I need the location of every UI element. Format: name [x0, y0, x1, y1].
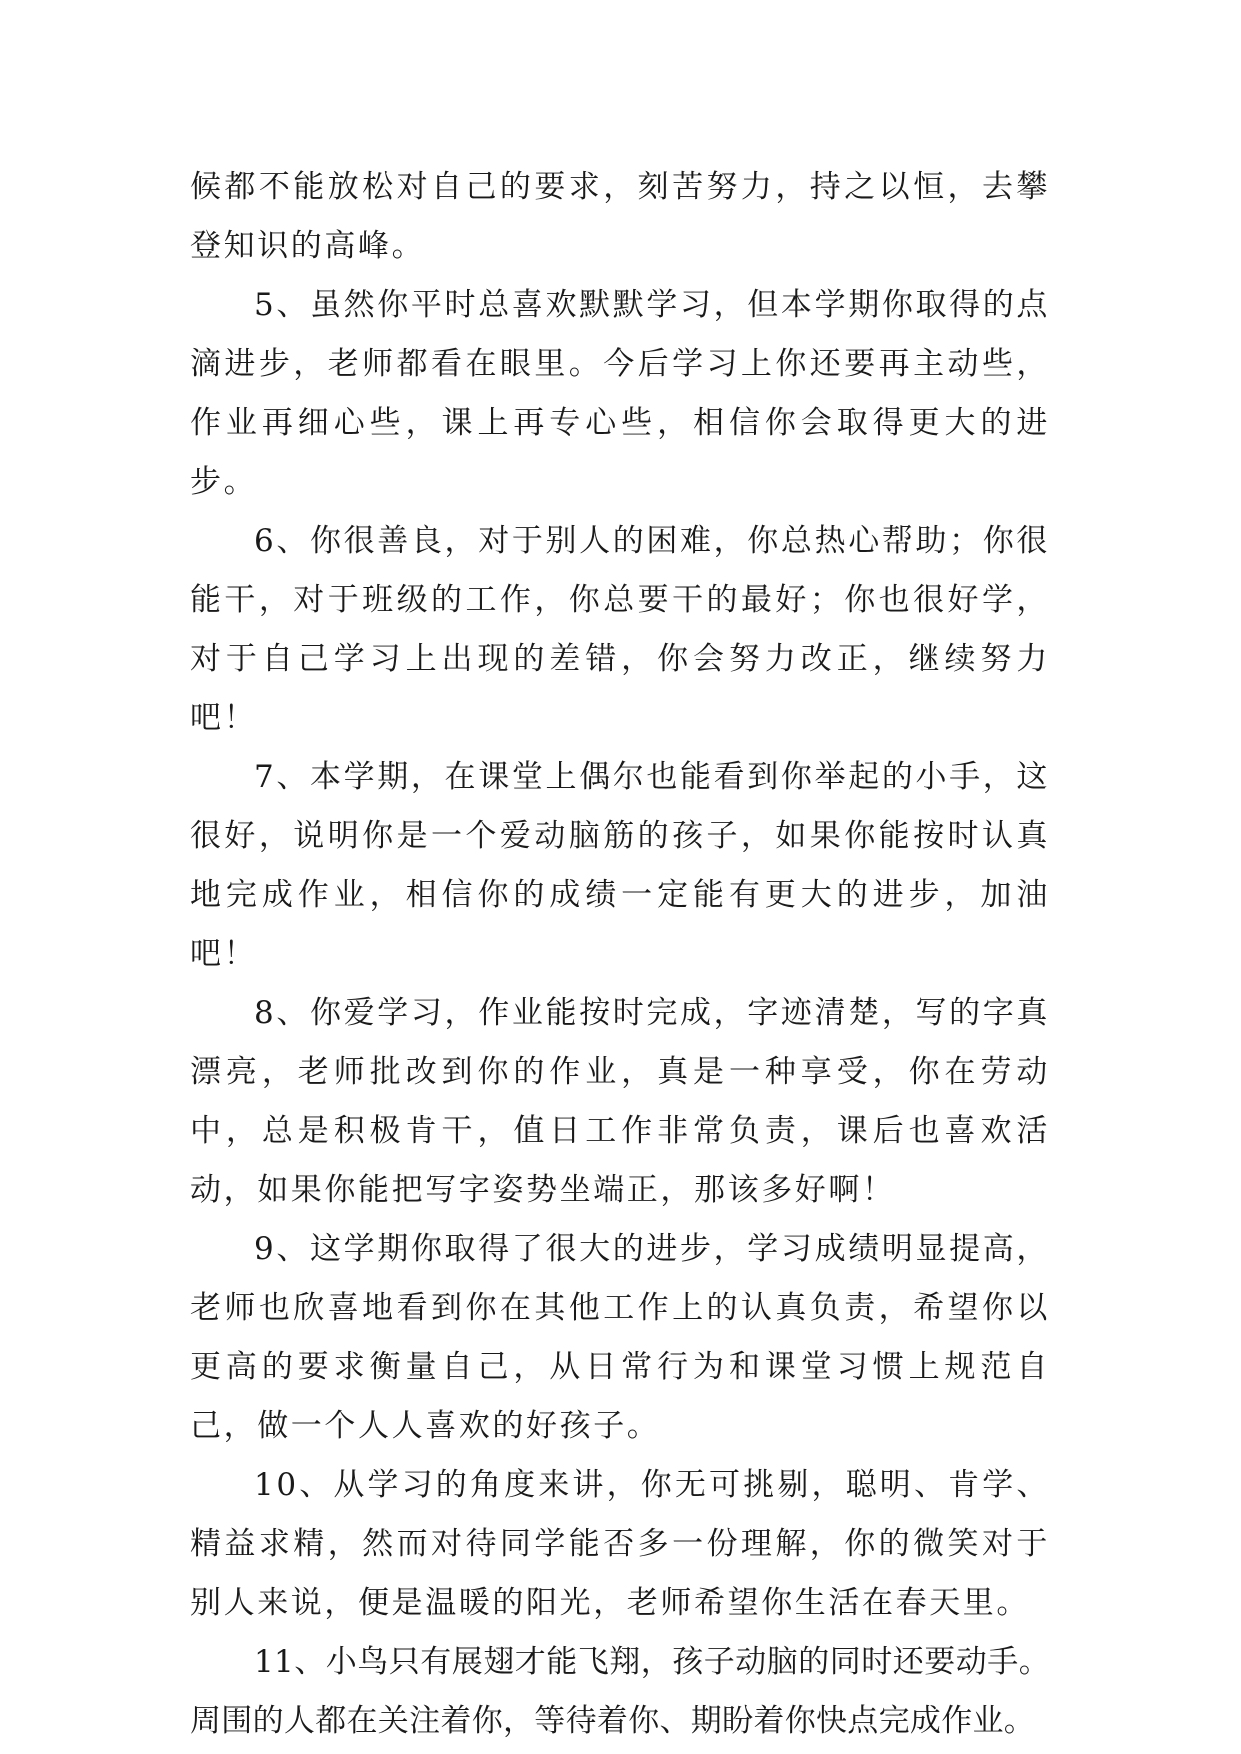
paragraph-item-6: 6、你很善良，对于别人的困难，你总热心帮助；你很能干，对于班级的工作，你总要干的最好；你也很好学，对于自己学习上出现的差错，你会努力改正，继续努力吧！	[190, 523, 1050, 736]
paragraph-continuation: 候都不能放松对自己的要求，刻苦努力，持之以恒，去攀登知识的高峰。	[190, 169, 1050, 264]
paragraph-item-10: 10、从学习的角度来讲，你无可挑剔，聪明、肯学、精益求精，然而对待同学能否多一份理解，你的微笑对于别人来说，便是温暖的阳光，老师希望你生活在春天里。	[190, 1467, 1050, 1621]
paragraph-item-8: 8、你爱学习，作业能按时完成，字迹清楚，写的字真漂亮，老师批改到你的作业，真是一种享受，你在劳动中，总是积极肯干，值日工作非常负责，课后也喜欢活动，如果你能把写字姿势坐端正，那该多好啊！	[190, 995, 1050, 1208]
paragraph-item-7: 7、本学期，在课堂上偶尔也能看到你举起的小手，这很好，说明你是一个爱动脑筋的孩子，如果你能按时认真地完成作业，相信你的成绩一定能有更大的进步，加油吧！	[190, 759, 1050, 972]
paragraph-item-11: 11、小鸟只有展翅才能飞翔，孩子动脑的同时还要动手。周围的人都在关注着你，等待着你、期盼着你快点完成作业。	[190, 1644, 1050, 1739]
document-body	[190, 158, 1050, 1751]
paragraph-item-9: 9、这学期你取得了很大的进步，学习成绩明显提高，老师也欣喜地看到你在其他工作上的认真负责，希望你以更高的要求衡量自己，从日常行为和课堂习惯上规范自己，做一个人人喜欢的好孩子。	[190, 1231, 1050, 1444]
paragraph-item-5: 5、虽然你平时总喜欢默默学习，但本学期你取得的点滴进步，老师都看在眼里。今后学习上你还要再主动些，作业再细心些，课上再专心些，相信你会取得更大的进步。	[190, 287, 1050, 500]
